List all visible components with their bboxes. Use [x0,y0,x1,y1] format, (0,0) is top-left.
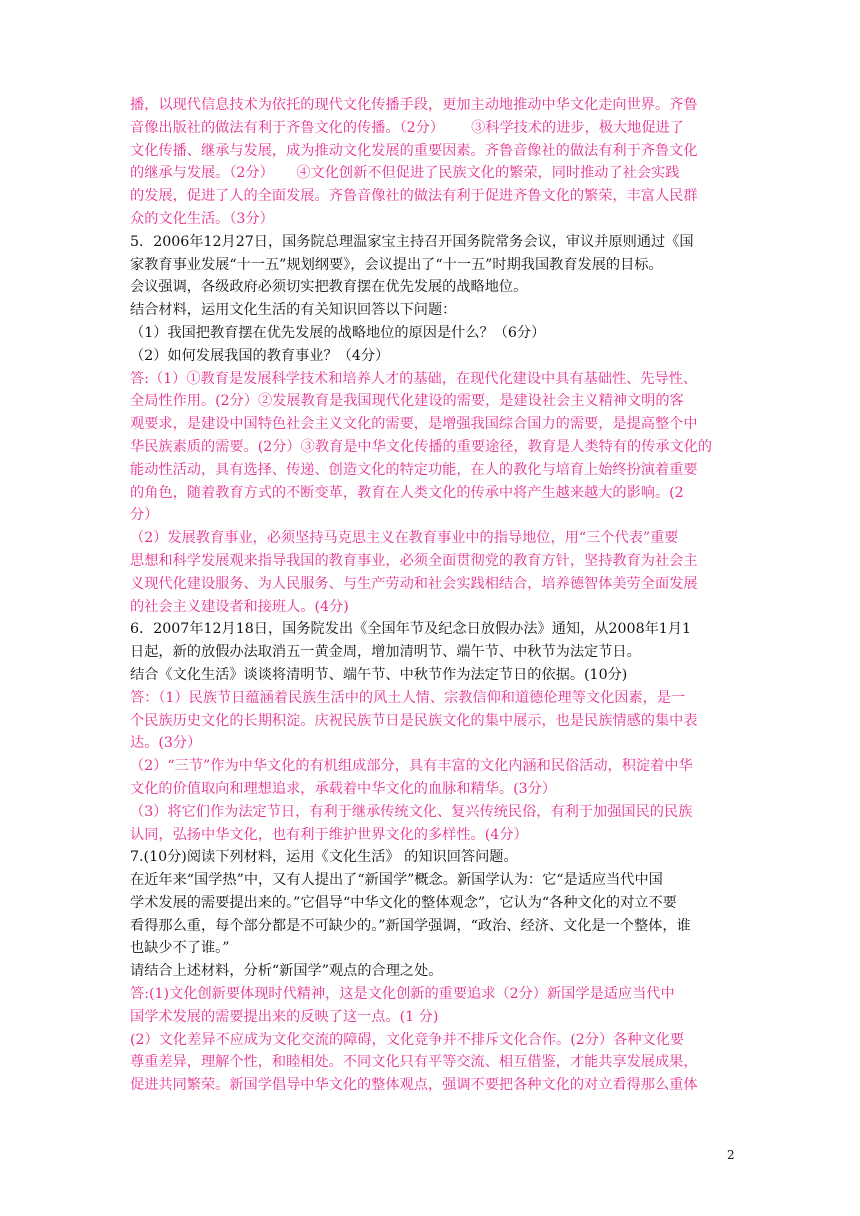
answer-line: 思想和科学发展观来指导我国的教育事业，必须全面贯彻党的教育方针，坚持教育为社会主 [130,552,698,569]
answer-line: 认同，弘扬中华文化，也有利于维护世界文化的多样性。(4分） [130,826,528,843]
answer-line: 音像出版社的做法有利于齐鲁文化的传播。（2分） ③科学技术的进步，极大地促进了 [130,119,684,136]
answer-line: 答：（1）民族节日蕴涵着民族生活中的风土人情、宗教信仰和道德伦理等文化因素，是一 [130,689,686,706]
answer-line: 义现代化建设服务、为人民服务、与生产劳动和社会实践相结合，培养德智体美劳全面发展 [130,575,698,592]
answer-line: （3）将它们作为法定节日，有利于继承传统文化、复兴传统民俗，有利于加强国民的民族 [130,803,693,820]
answer-line: 国学术发展的需要提出来的反映了这一点。(1 分) [130,1008,439,1025]
answer-line: 的发展，促进了人的全面发展。齐鲁音像社的做法有利于促进齐鲁文化的繁荣，丰富人民群 [130,188,698,205]
question-line: 6．2007年12月18日，国务院发出《全国年节及纪念日放假办法》通知，从2008年1月1 [130,621,692,638]
document-body [130,94,730,1097]
answer-line: 尊重差异，理解个性，和睦相处。不同文化只有平等交流、相互借鉴，才能共享发展成果， [130,1054,698,1071]
answer-line: 分） [130,507,159,524]
question-line: 在近年来“国学热”中，又有人提出了“新国学”概念。新国学认为：它“是适应当代中国 [130,872,663,889]
question-line: 结合材料，运用文化生活的有关知识回答以下问题： [130,302,457,319]
question-line: （2）如何发展我国的教育事业？（4分） [130,347,390,364]
answer-line: 达。(3分） [130,735,202,752]
question-line: 会议强调，各级政府必须切实把教育摆在优先发展的战略地位。 [130,279,528,296]
question-line: 7.(10分)阅读下列材料，运用《文化生活》 的知识回答问题。 [130,849,518,866]
page-number: 2 [727,1148,735,1162]
answer-line: 个民族历史文化的长期积淀。庆祝民族节日是民族文化的集中展示，也是民族情感的集中表 [130,712,698,729]
answer-line: 播，以现代信息技术为依托的现代文化传播手段，更加主动地推动中华文化走向世界。齐鲁 [130,97,698,113]
answer-line: （2）“三节”作为中华文化的有机组成部分，具有丰富的文化内涵和民俗活动，积淀着中华 [130,758,693,775]
question-line: 结合《文化生活》谈谈将清明节、端午节、中秋节作为法定节日的依据。(10分) [130,666,628,683]
answer-line: 的角色，随着教育方式的不断变革，教育在人类文化的传承中将产生越来越大的影响。(2 [130,484,684,501]
answer-line: 华民族素质的需要。(2分）③教育是中华文化传播的重要途径，教育是人类特有的传承文化的 [130,438,713,455]
answer-line: 观要求，是建设中国特色社会主义文化的需要，是增强我国综合国力的需要，是提高整个中 [130,416,698,433]
answer-line: 能动性活动，具有选择、传递、创造文化的特定功能，在人的教化与培育上始终扮演着重要 [130,461,698,478]
question-line: 日起，新的放假办法取消五一黄金周，增加清明节、端午节、中秋节为法定节日。 [130,644,641,661]
answer-line: 众的文化生活。（3分） [130,210,274,227]
question-line: 也缺少不了谁。” [130,940,230,957]
answer-line: 文化传播、继承与发展，成为推动文化发展的重要因素。齐鲁音像社的做法有利于齐鲁文化 [130,142,698,159]
answer-line: 答:(1)文化创新要体现时代精神，这是文化创新的重要追求（2分）新国学是适应当代中 [130,986,675,1003]
answer-line: 促进共同繁荣。新国学倡导中华文化的整体观点，强调不要把各种文化的对立看得那么重体 [130,1077,698,1094]
answer-line: （2）发展教育事业，必须坚持马克思主义在教育事业中的指导地位，用“三个代表”重要 [130,530,679,547]
question-line: 学术发展的需要提出来的。”它倡导“中华文化的整体观念”，它认为“各种文化的对立不要 [130,894,677,911]
question-line: 5．2006年12月27日，国务院总理温家宝主持召开国务院常务会议，审议并原则通过《国 [130,233,694,250]
answer-line: (2）文化差异不应成为文化交流的障碍，文化竞争并不排斥文化合作。(2分）各种文化要 [130,1031,685,1048]
question-line: 看得那么重，每个部分都是不可缺少的。”新国学强调，“政治、经济、文化是一个整体，谁 [130,917,691,934]
answer-line: 答:（1）①教育是发展科学技术和培养人才的基础，在现代化建设中具有基础性、先导性、 [130,370,698,387]
question-line: 请结合上述材料，分析“新国学”观点的合理之处。 [130,963,443,980]
question-line: 家教育事业发展“十一五”规划纲要》，会议提出了“十一五”时期我国教育发展的目标。 [130,256,663,273]
answer-line: 文化的价值取向和理想追求，承载着中华文化的血脉和精华。(3分） [130,780,557,797]
answer-line: 全局性作用。(2分）②发展教育是我国现代化建设的需要，是建设社会主义精神文明的客 [130,393,684,410]
answer-line: 的继承与发展。（2分） ④文化创新不但促进了民族文化的繁荣，同时推动了社会实践 [130,165,680,182]
answer-line: 的社会主义建设者和接班人。(4分) [130,598,349,615]
question-line: （1）我国把教育摆在优先发展的战略地位的原因是什么？（6分） [130,324,546,341]
